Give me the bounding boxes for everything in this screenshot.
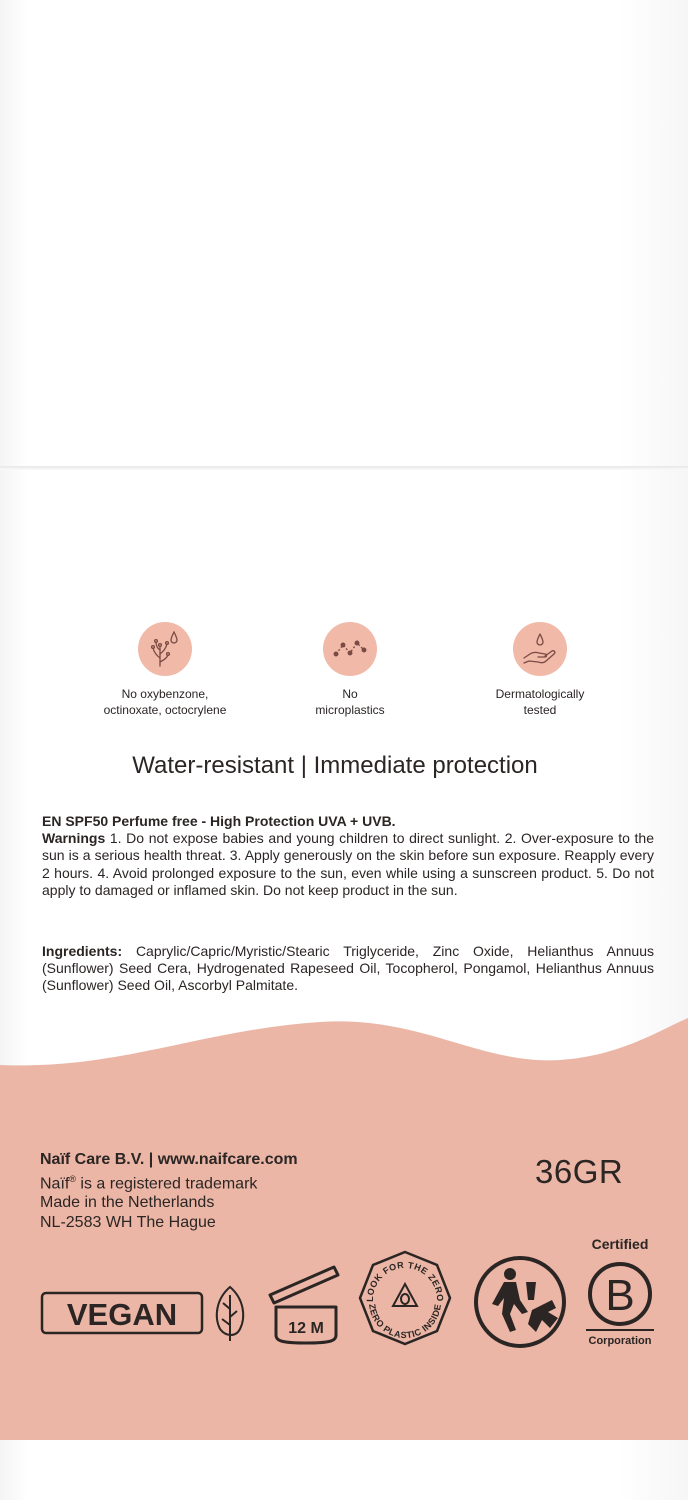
zero-plastic-top-text: LOOK FOR THE ZERO [364,1259,446,1303]
badge-label: No oxybenzone, octinoxate, octocrylene [103,687,227,717]
trademark-line: Naïf® is a registered trademark [40,1173,258,1192]
bcorp-letter: B [605,1271,635,1320]
company-line: Naïf Care B.V. | www.naifcare.com [40,1151,298,1168]
tidyman-recycle-icon [470,1252,570,1357]
warnings-block [42,813,654,899]
microplastics-icon [323,622,377,676]
made-in-line: Made in the Netherlands [40,1194,215,1212]
net-weight: 36GR [535,1153,624,1190]
badge-dermatologically-tested [440,622,640,718]
badge-label: Dermatologically tested [495,687,585,717]
zero-plastic-icon [355,1248,455,1353]
tagline: Water-resistant | Immediate protection [132,752,538,779]
company-info [40,1150,298,1232]
bcorp-top-text: Certified [591,1236,649,1252]
ingredients-label: Ingredients: [42,943,123,959]
bcorp-bottom-text: Corporation [588,1335,652,1347]
pao-jar-icon [262,1263,352,1353]
spf-heading: EN SPF50 Perfume free - High Protection UVA + UVB. [42,813,396,829]
vegan-text: VEGAN [66,1297,178,1332]
ingredients-block [42,943,654,995]
svg-text:LOOK FOR THE ZERO [365,1260,445,1302]
address-line: NL-2583 WH The Hague [40,1213,216,1231]
svg-text:ZERO PLASTIC INSIDE [367,1303,443,1340]
zero-plastic-bottom-text: ZERO PLASTIC INSIDE [366,1303,444,1341]
pao-text: 12 M [288,1320,324,1337]
plant-droplet-icon [138,622,192,676]
warnings-label: Warnings [42,830,106,847]
vegan-icon [40,1283,250,1348]
cap-edge [0,466,688,470]
ingredients-text: Caprylic/Capric/Myristic/Stearic Triglyceride, Zinc Oxide, Helianthus Annuus (Sunflower) Seed Cera, Hydrogenated Rapeseed Oil, Tocopherol, Pongamol, Helianthus Annuus (Sunflower) Seed Oil, Ascorbyl Palmitate. [42,943,654,994]
hand-droplet-icon [513,622,567,676]
badge-no-oxybenzone [65,622,265,718]
bcorp-certified-icon [582,1234,662,1354]
badge-no-microplastics [250,622,450,718]
warnings-text: 1. Do not expose babies and young children to direct sunlight. 2. Over-exposure to the sun is a serious health threat. 3. Apply generously on the skin before sun exposure. Reapply every 2 hours. 4. Avoid prolonged exposure to the sun, even while using a sunscreen product. 5. Do not apply to damaged or inflamed skin. Do not keep product in the sun. [42,830,654,898]
badge-label: No microplastics [315,687,385,717]
